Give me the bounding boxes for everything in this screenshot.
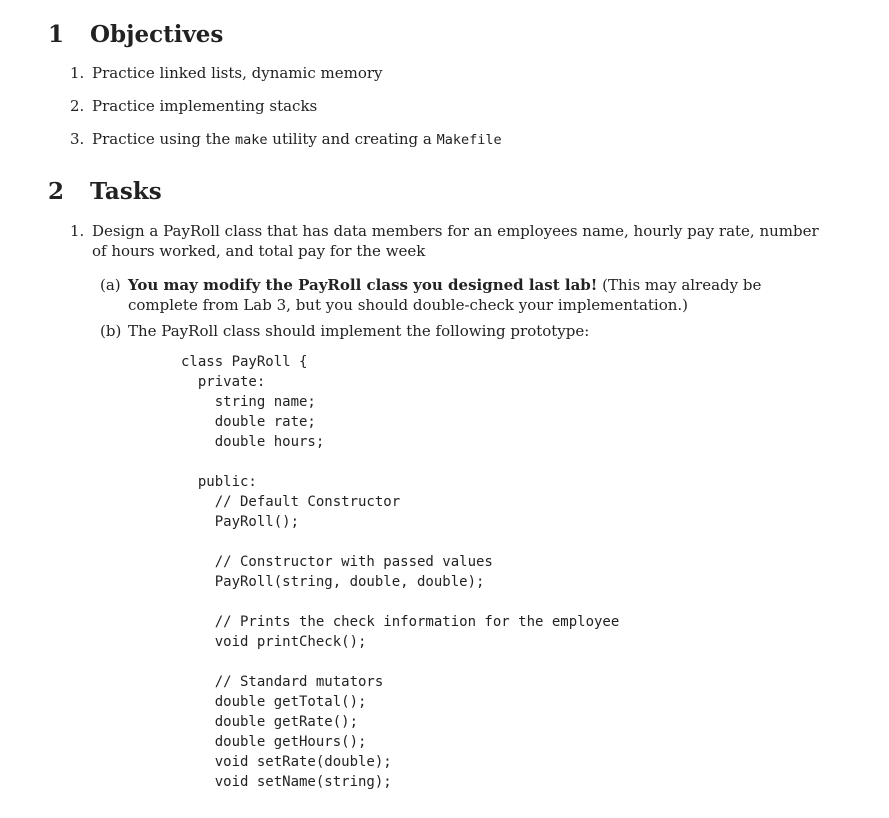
inline-code: Makefile bbox=[436, 132, 502, 148]
list-item: 3. Practice using the make utility and creating a Makefile bbox=[70, 130, 502, 148]
code-line: PayRoll(string, double, double); bbox=[181, 574, 485, 590]
code-line: void setName(string); bbox=[181, 774, 392, 790]
objectives-list bbox=[70, 63, 502, 162]
code-line: PayRoll(); bbox=[181, 514, 300, 530]
inline-code: make bbox=[235, 132, 268, 148]
section-title: Objectives bbox=[90, 21, 224, 48]
list-item: 2. Practice implementing stacks bbox=[70, 97, 318, 115]
code-line: double getHours(); bbox=[181, 734, 367, 750]
code-line: string name; bbox=[181, 394, 316, 410]
code-line: // Standard mutators bbox=[181, 674, 384, 690]
code-line: void setRate(double); bbox=[181, 754, 392, 770]
code-line bbox=[181, 652, 619, 672]
code-line: public: bbox=[181, 474, 257, 490]
code-line: // Prints the check information for the employee bbox=[181, 614, 620, 630]
code-line: // Constructor with passed values bbox=[181, 554, 493, 570]
code-block bbox=[181, 352, 619, 792]
code-line: double getRate(); bbox=[181, 714, 359, 730]
code-line: class PayRoll { bbox=[181, 354, 308, 370]
tasks-heading bbox=[48, 178, 162, 206]
code-line: double hours; bbox=[181, 434, 325, 450]
code-line: double getTotal(); bbox=[181, 694, 367, 710]
code-line: void printCheck(); bbox=[181, 634, 367, 650]
task-subitem-b: (b) The PayRoll class should implement the following prototype: bbox=[100, 322, 590, 340]
code-line bbox=[181, 592, 619, 612]
task-item-1: 1. Design a PayRoll class that has data members for an employees name, hourly pay rate, number of hours worked, and total pay for the week bbox=[70, 222, 819, 260]
code-line bbox=[181, 532, 619, 552]
code-line: double rate; bbox=[181, 414, 316, 430]
list-item: 1. Practice linked lists, dynamic memory bbox=[70, 64, 383, 82]
code-line: private: bbox=[181, 374, 266, 390]
objectives-heading bbox=[48, 21, 223, 49]
code-line bbox=[181, 452, 619, 472]
section-number: 2 bbox=[48, 178, 65, 205]
section-title: Tasks bbox=[90, 178, 162, 205]
task-subitem-a: (a) You may modify the PayRoll class you designed last lab! (This may already be complete from Lab 3, but you should double-check your implementation.) bbox=[100, 276, 762, 314]
section-number: 1 bbox=[48, 21, 65, 48]
code-line: // Default Constructor bbox=[181, 494, 401, 510]
